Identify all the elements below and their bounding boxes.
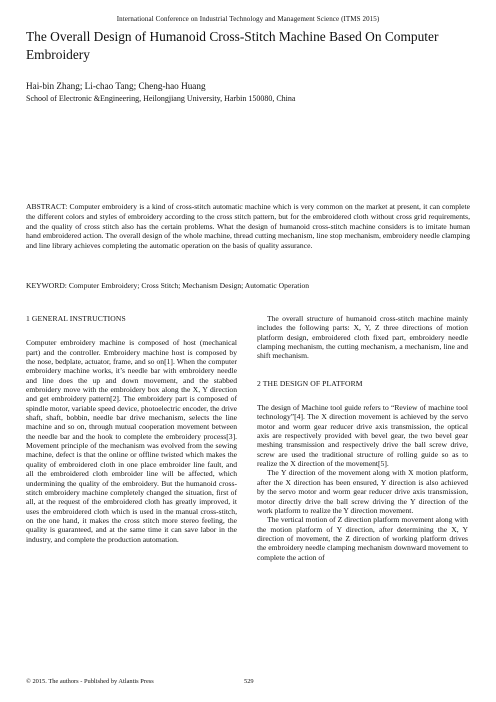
abstract: ABSTRACT: Computer embroidery is a kind of cross-stitch automatic machine which is very common on the market at present, it can complete the different colors and styles of embroidery according to the cross stitch pattern, but for the embroidered cloth without cross grid requirements, and the quality of cross stitch also has the certain problems. What the design of humanoid cross-stitch machine considers is to imitate human hand embroidered action. The overall design of the whole machine, thread cutting mechanism, line stop mechanism, embroidery needle clamping and line library achieves completing the automatic operation on the basis of quality assurance. (26, 202, 470, 251)
paragraph-machine-tool-guide: The design of Machine tool guide refers to “Review of machine tool technology”[4]. The X direction movement is achieved by the servo motor and worm gear reducer drive axis transmission, the optical axis are respectively provided with bevel gear, the two bevel gear meshing transmission and respectively drive the ball screw drive, screw are used the traditional structure of rolling guide so as to realize the X direction of the movement[5]. (257, 403, 468, 469)
section-heading-general-instructions: 1 GENERAL INSTRUCTIONS (26, 314, 126, 323)
left-column (26, 314, 237, 544)
keywords: KEYWORD: Computer Embroidery; Cross Stitch; Mechanism Design; Automatic Operation (26, 281, 310, 290)
affiliation: School of Electronic &Engineering, Heilongjiang University, Harbin 150080, China (26, 94, 296, 103)
conference-header: International Conference on Industrial Technology and Management Science (ITMS 2015) (116, 15, 380, 23)
paragraph-z-direction: The vertical motion of Z direction platform movement along with the motion platform of Y direction, after determining the X, Y direction of movement, the Z direction of working platform drives the embroidery needle clamping mechanism downward movement to complete the action of (257, 515, 468, 562)
paper-title: The Overall Design of Humanoid Cross-Stitch Machine Based On Computer Embroidery (26, 29, 439, 62)
paragraph-overall-structure: The overall structure of humanoid cross-stitch machine mainly includes the following parts: X, Y, Z three directions of motion platform design, embroidered cloth fixed part, embroidery needle clamping mechanism, the cutting mechanism, a mechanism, line and shift mechanism. (257, 314, 468, 361)
page-number: 529 (244, 678, 254, 685)
section-spacer (257, 361, 468, 379)
right-column (257, 314, 468, 562)
paragraph-general-instructions: Computer embroidery machine is composed of host (mechanical part) and the controller. Embroidery machine host is composed by the nose, bedplate, actuator, frame, and so on[1]. When the computer embroidery machine works, it’s needle bar with embroidery needle and line does the up and down movement, and the stabbed embroidery move with the embroidery box along the X, Y direction and get embroidery pattern[2]. The embroidery part is composed of spindle motor, variable speed device, photoelectric encoder, the drive shaft, shaft, bobbin, needle bar drive mechanism, selects the line machine and so on, through mutual cooperation movement between the needle bar and the hook to complete the embroidery process[3]. Movement principle of the mechanism was evolved from the sewing machine, defect is that the online or offline twisted which makes the quality of embroidered cloth in one place embroider line fault, and all the embroidered cloth embroider line will be affected, which undermining the quality of the embroidery. But the humanoid cross-stitch embroidery machine completely changed the situation, first of all, at the request of the embroidered cloth has greatly improved, it uses the embroidered cloth which is used in the manual cross-stitch, on the one hand, it makes the cross stitch more stereo feeling, the quality is guaranteed, and at the same time it can save labor in the industry, and complete the production automation. (26, 338, 237, 544)
paragraph-y-direction: The Y direction of the movement along with X motion platform, after the X direction has been ensured, Y direction is also achieved by the servo motor and worm gear reducer drive axis transmission, motor directly drive the ball screw driving the Y direction of the work platform to realize the Y direction movement. (257, 468, 468, 515)
copyright-notice: © 2015. The authors - Published by Atlantis Press (26, 678, 154, 685)
section-heading-platform-design: 2 THE DESIGN OF PLATFORM (257, 378, 363, 388)
authors: Hai-bin Zhang; Li-chao Tang; Cheng-hao Huang (26, 81, 206, 91)
